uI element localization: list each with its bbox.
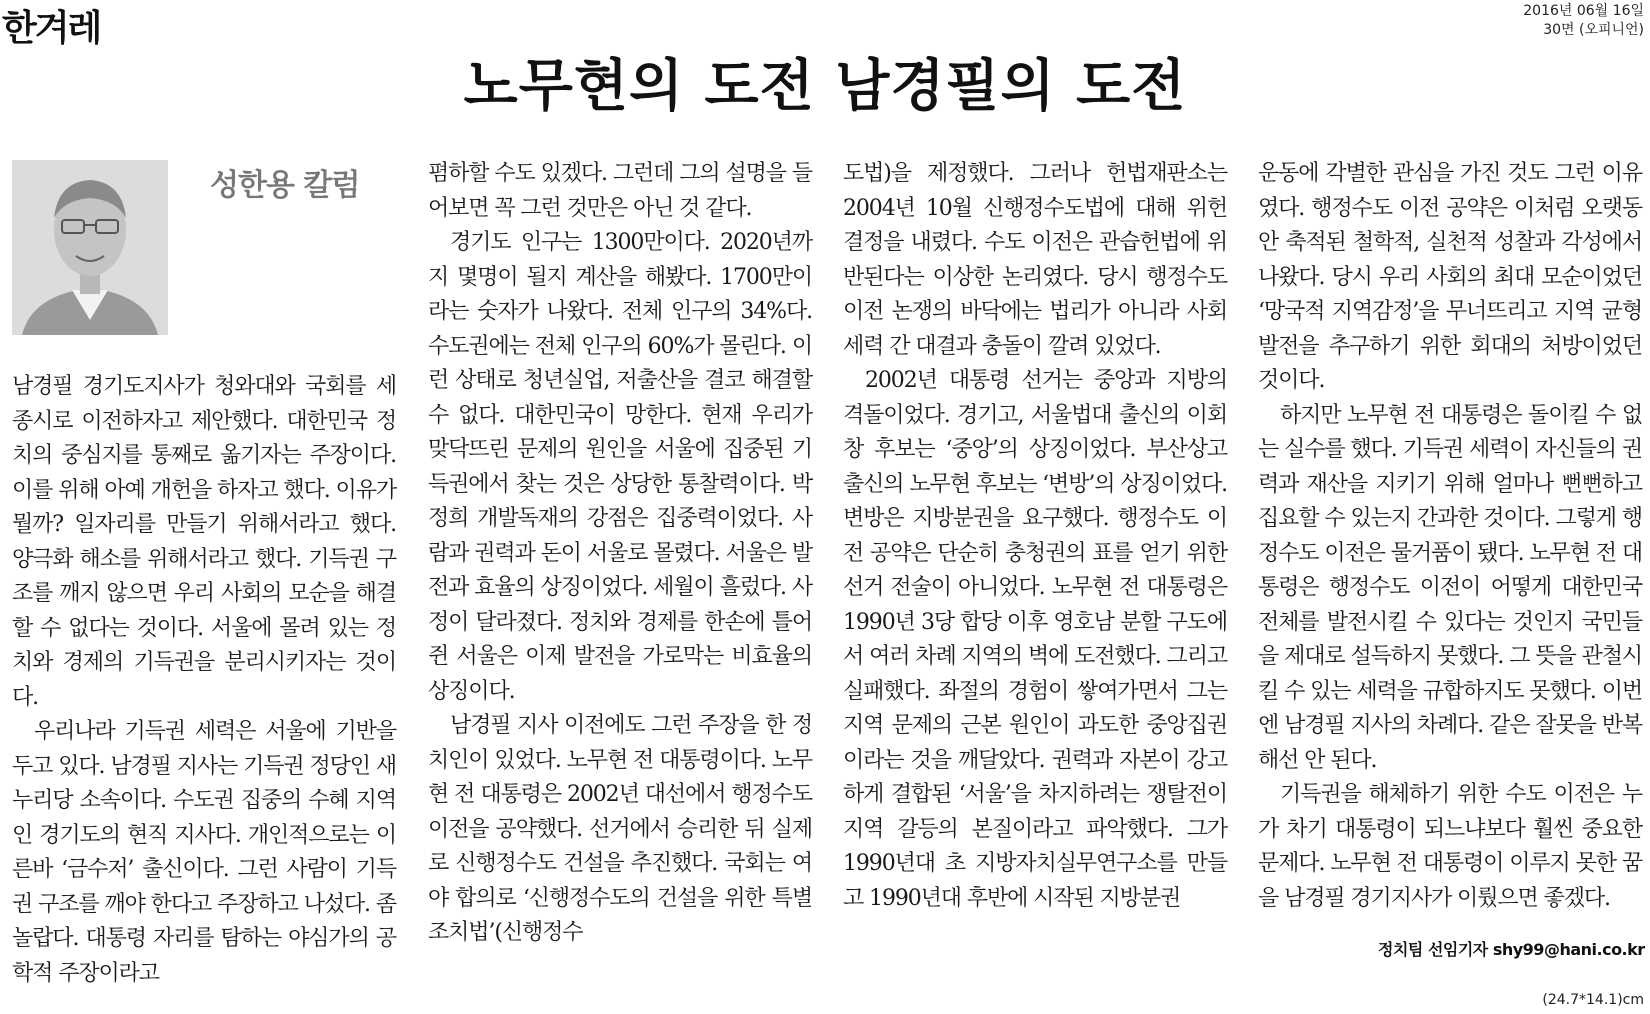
paragraph: 남경필 경기도지사가 청와대와 국회를 세종시로 이전하자고 제안했다. 대한민국 정치의 중심지를 통째로 옮기자는 주장이다. 이를 위해 아예 개헌을 하자고 했다. 이유가 뭘까? 일자리를 만들기 위해서라고 했다. 양극화 해소를 위해서라고 했다. 기득권 구조를 깨지 않으면 우리 사회의 모순을 해결할 수 없다는 것이다. 서울에 몰려 있는 정치와 경제의 기득권을 분리시키자는 것이다. (12, 374, 396, 710)
article-column-4 (1258, 157, 1642, 916)
article-headline: 노무현의 도전 남경필의 도전 (463, 54, 1187, 119)
paragraph: 우리나라 기득권 세력은 서울에 기반을 두고 있다. 남경필 지사는 기득권 정당인 새누리당 소속이다. 수도권 집중의 수혜 지역인 경기도의 현직 지사다. 개인적으로는 이른바 ‘금수저’ 출신이다. 그런 사람이 기득권 구조를 깨야 한다고 주장하고 나섰다. 좀 놀랍다. 대통령 자리를 탐하는 야심가의 공학적 주장이라고 (12, 719, 396, 986)
article-column-1 (12, 370, 396, 991)
paragraph: 운동에 각별한 관심을 가진 것도 그런 이유였다. 행정수도 이전 공약은 이처럼 오랫동안 축적된 철학적, 실천적 성찰과 각성에서 나왔다. 당시 우리 사회의 최대 모순이었던 ‘망국적 지역감정’을 무너뜨리고 지역 균형 발전을 추구하기 위한 회대의 처방이었던 것이다. (1258, 161, 1642, 393)
clipping-size-note: (24.7*14.1)cm (1542, 992, 1644, 1008)
paragraph: 경기도 인구는 1300만이다. 2020년까지 몇명이 될지 계산을 해봤다. 1700만이라는 숫자가 나왔다. 전체 인구의 34%다. 수도권에는 전체 인구의 60%가 몰린다. 이런 상태로 청년실업, 저출산을 결코 해결할 수 없다. 대한민국이 망한다. 현재 우리가 맞닥뜨린 문제의 원인을 서울에 집중된 기득권에서 찾는 것은 상당한 통찰력이다. 박정희 개발독재의 강점은 집중력이었다. 사람과 권력과 돈이 서울로 몰렸다. 서울은 발전과 효율의 상징이었다. 세월이 흘렀다. 사정이 달라졌다. 정치와 경제를 한손에 틀어쥔 서울은 이제 발전을 가로막는 비효율의 상징이다. (428, 230, 812, 704)
paragraph: 남경필 지사 이전에도 그런 주장을 한 정치인이 있었다. 노무현 전 대통령이다. 노무현 전 대통령은 2002년 대선에서 행정수도 이전을 공약했다. 선거에서 승리한 뒤 실제로 신행정수도 건설을 추진했다. 국회는 여야 합의로 ‘신행정수도의 건설을 위한 특별조치법’(신행정수 (428, 713, 812, 945)
issue-meta (1523, 2, 1644, 40)
paragraph: 도법)을 제정했다. 그러나 헌법재판소는 2004년 10월 신행정수도법에 대해 위헌 결정을 내렸다. 수도 이전은 관습헌법에 위반된다는 이상한 논리였다. 당시 행정수도 이전 논쟁의 바닥에는 법리가 아니라 사회 세력 간 대결과 충돌이 깔려 있었다. (843, 161, 1227, 359)
paragraph: 2002년 대통령 선거는 중앙과 지방의 격돌이었다. 경기고, 서울법대 출신의 이회창 후보는 ‘중앙’의 상징이었다. 부산상고 출신의 노무현 후보는 ‘변방’의 상징이었다. 변방은 지방분권을 요구했다. 행정수도 이전 공약은 단순히 충청권의 표를 얻기 위한 선거 전술이 아니었다. 노무현 전 대통령은 1990년 3당 합당 이후 영호남 분할 구도에서 여러 차례 지역의 벽에 도전했다. 그리고 실패했다. 좌절의 경험이 쌓여가면서 그는 지역 문제의 근본 원인이 과도한 중앙집권이라는 것을 깨달았다. 권력과 자본이 강고하게 결합된 ‘서울’을 차지하려는 쟁탈전이 지역 갈등의 본질이라고 파악했다. 그가 1990년대 초 지방자치실무연구소를 만들고 1990년대 후반에 시작된 지방분권 (843, 368, 1227, 911)
article-column-2 (428, 157, 812, 951)
issue-page: 30면 (오피니언) (1543, 22, 1644, 38)
portrait-illustration (12, 160, 168, 335)
issue-date: 2016년 06월 16일 (1523, 3, 1644, 19)
author-credit: 정치팀 선임기자 shy99@hani.co.kr (1378, 940, 1645, 959)
paragraph: 폄하할 수도 있겠다. 그런데 그의 설명을 들어보면 꼭 그런 것만은 아닌 것 같다. (428, 161, 812, 221)
newspaper-masthead: 한겨레 (2, 8, 101, 49)
column-title: 성한용 칼럼 (210, 168, 360, 203)
paragraph: 기득권을 해체하기 위한 수도 이전은 누가 차기 대통령이 되느냐보다 훨씬 중요한 문제다. 노무현 전 대통령이 이루지 못한 꿈을 남경필 경기지사가 이뤘으면 좋겠다. (1258, 782, 1642, 911)
paragraph: 하지만 노무현 전 대통령은 돌이킬 수 없는 실수를 했다. 기득권 세력이 자신들의 권력과 재산을 지키기 위해 얼마나 뻔뻔하고 집요할 수 있는지 간과한 것이다. 그렇게 행정수도 이전은 물거품이 됐다. 노무현 전 대통령은 행정수도 이전이 어떻게 대한민국 전체를 발전시킬 수 있다는 것인지 국민들을 제대로 설득하지 못했다. 그 뜻을 관철시킬 수 있는 세력을 규합하지도 못했다. 이번엔 남경필 지사의 차례다. 같은 잘못을 반복해선 안 된다. (1258, 402, 1642, 773)
article-column-3 (843, 157, 1227, 916)
portrait-photo (12, 160, 168, 335)
